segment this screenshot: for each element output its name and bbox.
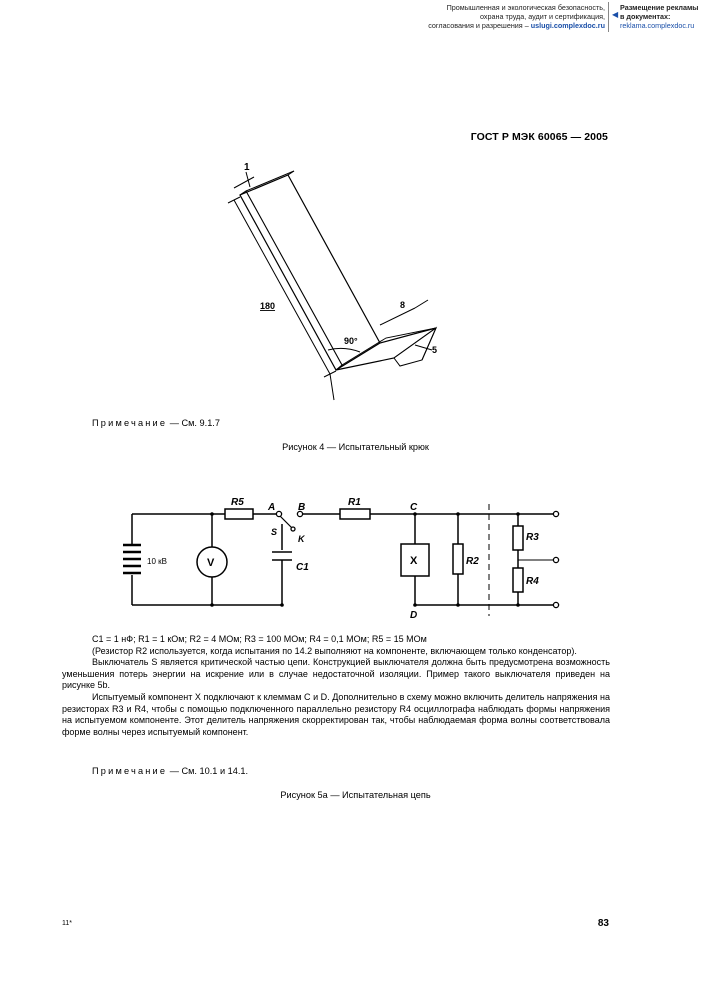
ad-left-line3 xyxy=(410,21,605,30)
label-s: S xyxy=(271,527,278,537)
hook-label-8: 8 xyxy=(400,300,406,310)
label-c1: C1 xyxy=(296,562,309,573)
label-x: X xyxy=(410,555,418,567)
ad-left-line3-prefix: согласования и разрешения – xyxy=(428,21,531,31)
footer-mark: 11* xyxy=(62,920,72,927)
figure-4-test-hook xyxy=(210,160,450,410)
ad-divider xyxy=(608,2,609,32)
label-r4: R4 xyxy=(526,576,539,587)
ad-left-block xyxy=(410,3,605,31)
label-k: K xyxy=(298,534,305,544)
note-word: Примечание xyxy=(92,766,168,776)
label-b: B xyxy=(298,502,306,513)
ad-right-line2: в документах: xyxy=(620,12,671,22)
figure-4-note xyxy=(92,418,220,428)
ad-left-line2: охрана труда, аудит и сертификация, xyxy=(480,12,605,22)
label-a: A xyxy=(268,502,276,513)
hook-label-5: 5 xyxy=(432,345,438,355)
component-paragraph: Испытуемый компонент X подключают к клеммам C и D. Дополнительно в схему можно включить делитель напряжения на резисторах R3 и R4, чтобы с помощью подключенного параллельно резистору R4 осциллографа наблюдать формы напряжения на испытуемом компоненте. Этот делитель напряжения скорректирован так, чтобы наблюдаемая форма волны соответствовала форме волны через испытуемый компонент. xyxy=(62,691,610,737)
label-c: C xyxy=(410,502,418,513)
document-code: ГОСТ Р МЭК 60065 — 2005 xyxy=(470,131,608,143)
ad-left-line1: Промышленная и экологическая безопасность, xyxy=(446,3,605,12)
label-r3: R3 xyxy=(526,532,539,543)
ad-right-link[interactable]: reklama.complexdoc.ru xyxy=(620,21,695,31)
label-voltmeter: V xyxy=(207,557,215,569)
label-r1: R1 xyxy=(348,497,361,508)
label-r5: R5 xyxy=(231,497,244,508)
ad-left-link[interactable]: uslugi.complexdoc.ru xyxy=(530,21,605,31)
ad-right-block xyxy=(620,3,710,31)
ad-right-line1: Размещение рекламы xyxy=(620,3,699,12)
hook-label-90: 90° xyxy=(344,336,358,346)
note-text: — См. 9.1.7 xyxy=(167,418,220,428)
figure-4-caption: Рисунок 4 — Испытательный крюк xyxy=(282,442,429,452)
figure-5a-test-circuit xyxy=(120,494,580,624)
values-line: C1 = 1 нФ; R1 = 1 кОм; R2 = 4 МОм; R3 = 100 МОм; R4 = 0,1 МОм; R5 = 15 МОм xyxy=(92,634,427,644)
label-r2: R2 xyxy=(466,556,479,567)
arrow-left-icon: ◀ xyxy=(612,10,619,19)
label-source: 10 кВ xyxy=(147,557,167,566)
note-word: Примечание xyxy=(92,418,168,428)
hook-label-1: 1 xyxy=(244,162,250,173)
r2-note: (Резистор R2 используется, когда испытания по 14.2 выполняют на компоненте, включающем только конденсатор). xyxy=(92,645,577,656)
note-text: — См. 10.1 и 14.1. xyxy=(167,766,249,776)
figure-5a-caption: Рисунок 5а — Испытательная цепь xyxy=(280,790,431,800)
switch-paragraph: Выключатель S является критической частью цепи. Конструкцией выключателя должна быть предусмотрена возможность уменьшения потерь энергии на искрение или в случае недостаточной изоляции. Пример такого выключателя приведен на рисунке 5b. xyxy=(62,657,610,691)
hook-label-180: 180 xyxy=(260,301,276,311)
figure-5a-note xyxy=(92,766,248,776)
page-number: 83 xyxy=(597,918,609,929)
label-d: D xyxy=(410,610,418,621)
text-block xyxy=(62,634,610,738)
